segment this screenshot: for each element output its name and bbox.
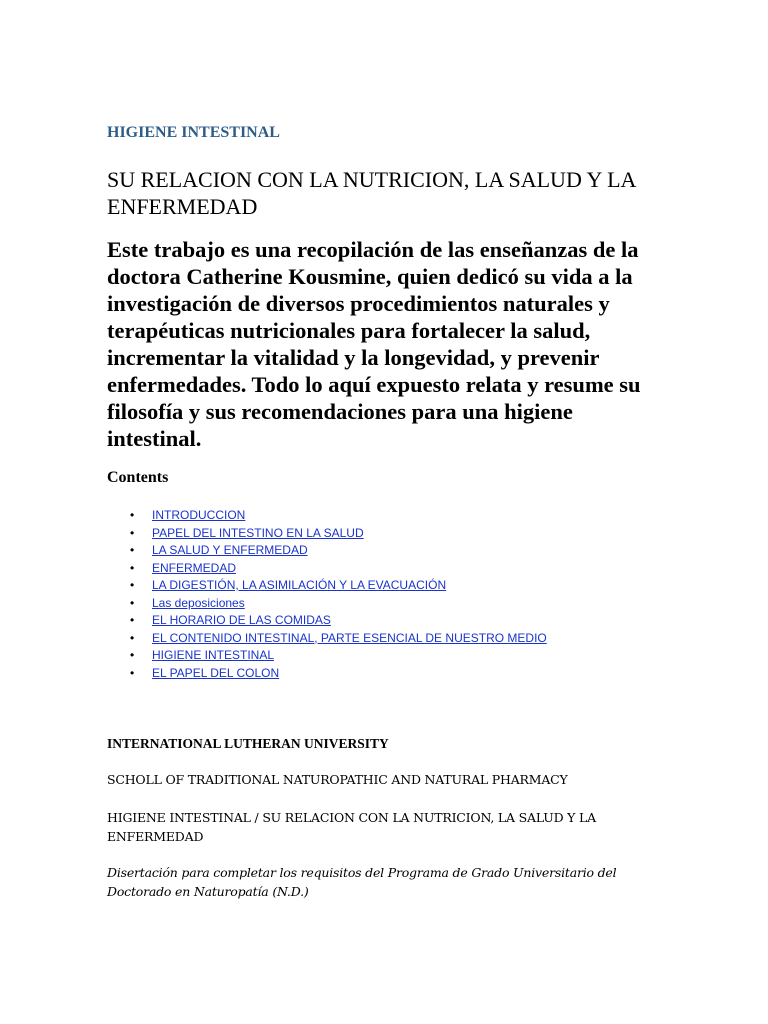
bullet-icon: • (130, 543, 135, 557)
document-heading: HIGIENE INTESTINAL (107, 124, 280, 141)
dissertation-subject: HIGIENE INTESTINAL / SU RELACION CON LA NUTRICION, LA SALUD Y LA ENFERMEDAD (107, 810, 596, 844)
dissertation-note: Disertación para completar los requisitos del Programa de Grado Universitario del Doctorado en Naturopatía (N.D.) (107, 865, 617, 899)
toc-item (107, 542, 547, 560)
university-name: INTERNATIONAL LUTHERAN UNIVERSITY (107, 736, 389, 751)
toc-item (107, 560, 547, 578)
toc-item (107, 577, 547, 595)
toc-link-salud-enfermedad[interactable]: LA SALUD Y ENFERMEDAD (152, 543, 308, 557)
toc-link-higiene-intestinal[interactable]: HIGIENE INTESTINAL (152, 648, 275, 662)
intro-paragraph: Este trabajo es una recopilación de las enseñanzas de la doctora Catherine Kousmine, quien dedicó su vida a la investigación de diversos procedimientos naturales y terapéuticas nutricionales para fortalecer la salud, incrementar la vitalidad y la longevidad, y prevenir enfermedades. Todo lo aquí expuesto relata y resume su filosofía y sus recomendaciones para una higiene intestinal. (107, 237, 641, 451)
toc-link-deposiciones[interactable]: Las deposiciones (152, 595, 245, 610)
toc-item (107, 665, 547, 683)
toc-item (107, 525, 547, 543)
document-title: SU RELACION CON LA NUTRICION, LA SALUD Y LA ENFERMEDAD (107, 167, 636, 219)
toc-item (107, 612, 547, 630)
bullet-icon: • (130, 665, 135, 680)
bullet-icon: • (130, 648, 135, 662)
bullet-icon: • (130, 525, 135, 540)
bullet-icon: • (130, 508, 135, 522)
toc-link-contenido-intestinal[interactable]: EL CONTENIDO INTESTINAL, PARTE ESENCIAL DE NUESTRO MEDIO (152, 630, 547, 645)
toc-link-papel-intestino[interactable]: PAPEL DEL INTESTINO EN LA SALUD (152, 525, 364, 540)
bullet-icon: • (130, 613, 135, 627)
table-of-contents (107, 507, 547, 682)
toc-link-horario-comidas[interactable]: EL HORARIO DE LAS COMIDAS (152, 613, 331, 627)
toc-item (107, 647, 547, 665)
bullet-icon: • (130, 630, 135, 645)
toc-link-enfermedad[interactable]: ENFERMEDAD (152, 560, 237, 575)
toc-item (107, 595, 547, 613)
toc-link-digestion[interactable]: LA DIGESTIÓN, LA ASIMILACIÓN Y LA EVACUACIÓN (152, 578, 447, 592)
toc-item (107, 630, 547, 648)
bullet-icon: • (130, 560, 135, 575)
school-name: SCHOLL OF TRADITIONAL NATUROPATHIC AND NATURAL PHARMACY (107, 772, 568, 787)
bullet-icon: • (130, 595, 135, 610)
toc-item (107, 507, 547, 525)
toc-link-introduccion[interactable]: INTRODUCCION (152, 508, 246, 522)
toc-link-papel-colon[interactable]: EL PAPEL DEL COLON (152, 665, 280, 680)
bullet-icon: • (130, 578, 135, 592)
contents-label: Contents (107, 469, 169, 486)
